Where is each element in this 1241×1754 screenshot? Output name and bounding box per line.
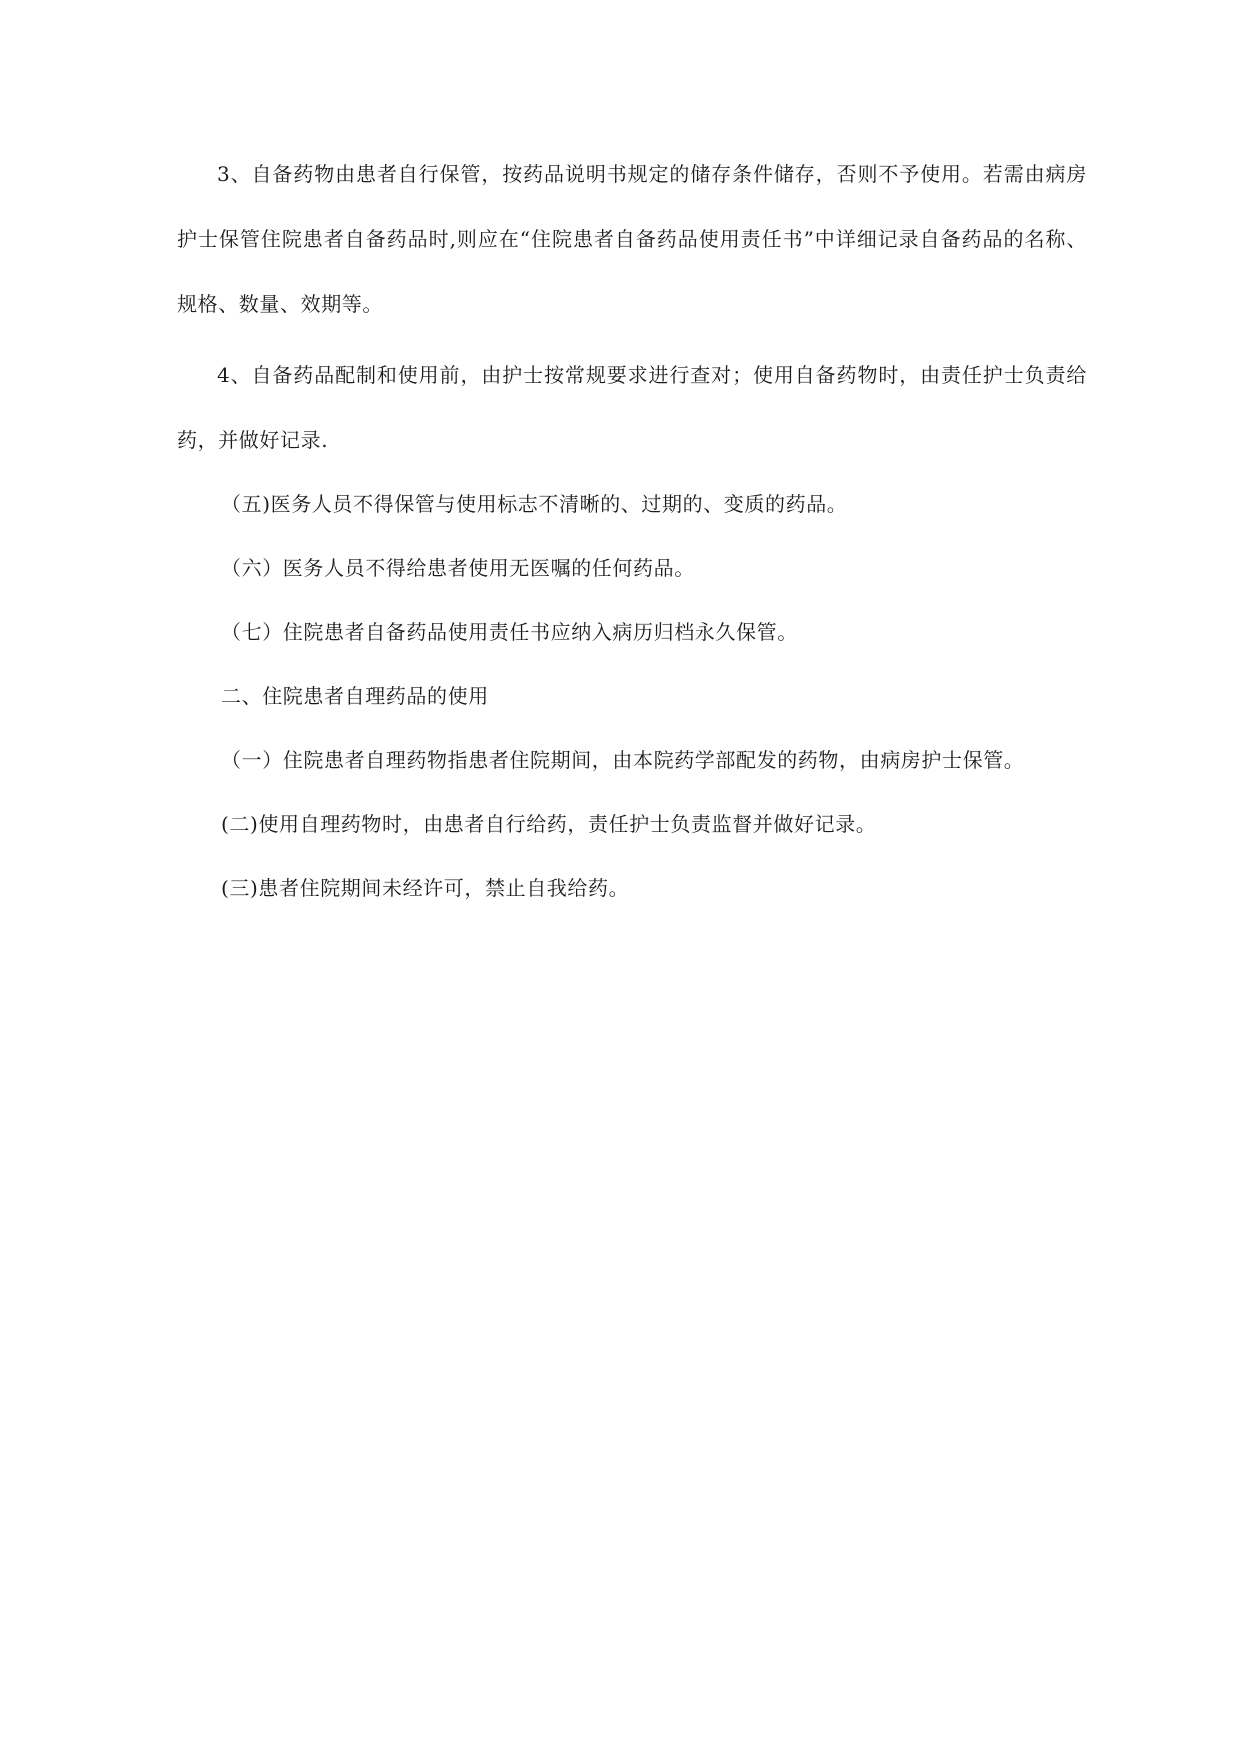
paragraph-sub-3: (三)患者住院期间未经许可，禁止自我给药。 (221, 876, 630, 900)
paragraph-item-3: 3、自备药物由患者自行保管，按药品说明书规定的储存条件储存，否则不予使用。若需由病房护士保管住院患者自备药品时,则应在“住院患者自备药品使用责任书”中详细记录自备药品的名称、规格、数量、效期等。 (177, 162, 1087, 316)
paragraph-sub-2: (二)使用自理药物时，由患者自行给药，责任护士负责监督并做好记录。 (221, 812, 877, 836)
paragraph-item-6: （六）医务人员不得给患者使用无医嘱的任何药品。 (221, 556, 695, 580)
paragraph-item-4: 4、自备药品配制和使用前，由护士按常规要求进行查对；使用自备药物时，由责任护士负责给药，并做好记录. (177, 363, 1087, 452)
paragraph-sub-1: （一）住院患者自理药物指患者住院期间，由本院药学部配发的药物，由病房护士保管。 (221, 748, 1025, 772)
paragraph-item-5: （五)医务人员不得保管与使用标志不清晰的、过期的、变质的药品。 (221, 492, 848, 516)
document-body (177, 160, 1087, 903)
section-heading-2: 二、住院患者自理药品的使用 (221, 684, 489, 708)
paragraph-item-7: （七）住院患者自备药品使用责任书应纳入病历归档永久保管。 (221, 620, 798, 644)
